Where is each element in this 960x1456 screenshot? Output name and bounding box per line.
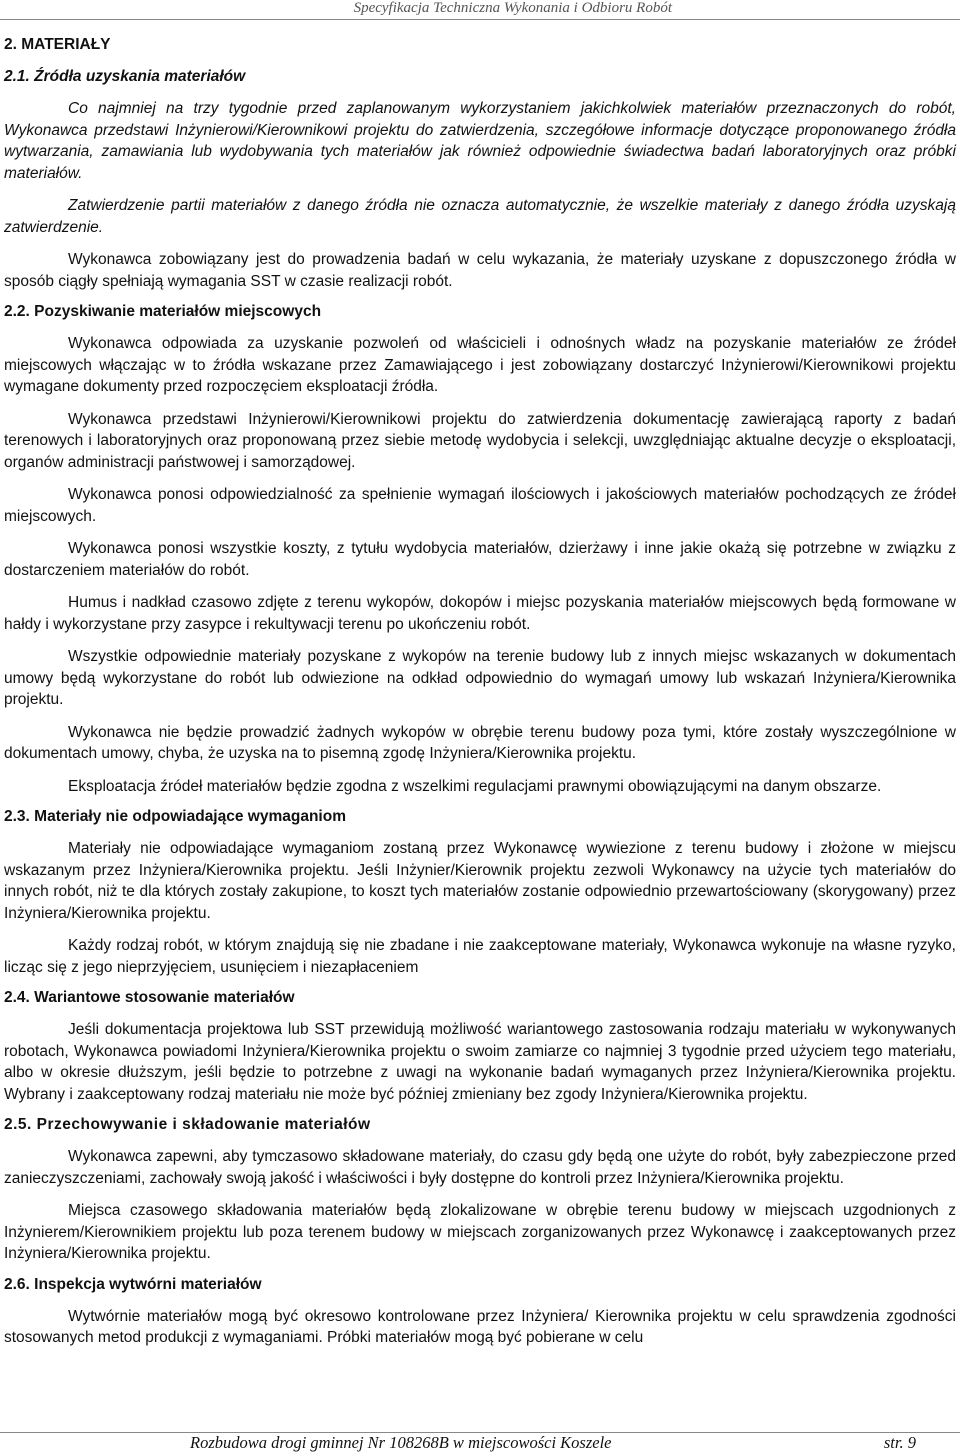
paragraph: Miejsca czasowego składowania materiałów będą zlokalizowane w obrębie terenu budowy w miejscach uzgodnionych z Inżynierem/Kierownikiem projektu lub poza terenem budowy w miejscach zorganizowanych przez Wykonawcę i zaakceptowanych przez Inżyniera/Kierownika projektu.: [4, 1202, 956, 1262]
paragraph: Eksploatacja źródeł materiałów będzie zgodna z wszelkimi regulacjami prawnymi obowiązującymi na danym obszarze.: [68, 777, 882, 795]
paragraph: Wykonawca zapewni, aby tymczasowo składowane materiały, do czasu gdy będą one użyte do robót, były zabezpieczone przed zanieczyszczeniami, zachowały swoją jakość i właściwości i były dostępne do kontroli przez Inżyniera/Kierownika projektu.: [4, 1148, 956, 1187]
section-heading: 2.1. Źródła uzyskania materiałów: [4, 68, 246, 85]
page-number: str. 9: [883, 1433, 916, 1452]
section-heading: 2.2. Pozyskiwanie materiałów miejscowych: [4, 303, 322, 320]
page-footer: [190, 1433, 916, 1453]
section-heading: 2.6. Inspekcja wytwórni materiałów: [4, 1275, 262, 1293]
header-rule: [0, 19, 960, 20]
paragraph: Materiały nie odpowiadające wymaganiom zostaną przez Wykonawcę wywiezione z terenu budowy i złożone w miejscu wskazanym przez Inżyniera/Kierownika projektu. Jeśli Inżynier/Kierownik projektu zezwoli Wykonawcy na użycie tych materiałów do innych robót, niż te dla których zostały zakupione, to koszt tych materiałów zostanie odpowiednio przewartościowany (skorygowany) przez Inżyniera/Kierownika projektu.: [4, 840, 956, 922]
footer-project-title: Rozbudowa drogi gminnej Nr 108268B w miejscowości Koszele: [190, 1433, 612, 1452]
paragraph: Humus i nadkład czasowo zdjęte z terenu wykopów, dokopów i miejsc pozyskania materiałów miejscowych będą formowane w hałdy i wykorzystane przy zasypce i rekultywacji terenu po ukończeniu robót.: [4, 594, 956, 633]
paragraph: Wykonawca ponosi odpowiedzialność za spełnienie wymagań ilościowych i jakościowych materiałów pochodzących ze źródeł miejscowych.: [4, 486, 956, 525]
paragraph: Jeśli dokumentacja projektowa lub SST przewidują możliwość wariantowego zastosowania rodzaju materiału w wykonywanych robotach, Wykonawca powiadomi Inżyniera/Kierownika projektu o swoim zamiarze co najmniej 3 tygodnie przed użyciem tego materiału, albo w okresie dłuższym, jeśli będzie to potrzebne z uwagi na wykonanie badań wymaganych przez Inżyniera/Kierownika projektu. Wybrany i zaakceptowany rodzaj materiału nie może być później zmieniany bez zgody Inżyniera/Kierownika projektu.: [4, 1021, 956, 1103]
section-heading: 2. MATERIAŁY: [4, 36, 111, 53]
section-heading: 2.3. Materiały nie odpowiadające wymaganiom: [4, 808, 346, 825]
paragraph: Wszystkie odpowiednie materiały pozyskane z wykopów na terenie budowy lub z innych miejsc wskazanych w dokumentach umowy będą wykorzystane do robót lub odwiezione na odkład odpowiednio do wymagań umowy lub wskazań Inżyniera/Kierownika projektu.: [4, 648, 956, 708]
paragraph: Co najmniej na trzy tygodnie przed zaplanowanym wykorzystaniem jakichkolwiek materiałów przeznaczonych do robót, Wykonawca przedstawi Inżynierowi/Kierownikowi projektu do zatwierdzenia, szczegółowe informacje dotyczące proponowanego źródła wytwarzania, zamawiania lub wydobywania tych materiałów jak również odpowiednie świadectwa badań laboratoryjnych oraz próbki materiałów.: [4, 100, 956, 182]
running-header: Specyfikacja Techniczna Wykonania i Odbioru Robót: [353, 0, 672, 16]
paragraph: Wykonawca przedstawi Inżynierowi/Kierownikowi projektu do zatwierdzenia dokumentację zawierającą raporty z badań terenowych i laboratoryjnych oraz proponowaną przez siebie metodę wydobycia i selekcji, uwzględniając aktualne decyzje o eksploatacji, organów administracji państwowej i samorządowej.: [4, 410, 956, 471]
paragraph: Wykonawca odpowiada za uzyskanie pozwoleń od właścicieli i odnośnych władz na pozyskanie materiałów ze źródeł miejscowych włączając w to źródła wskazane przez Zamawiającego i jest zobowiązany dostarczyć Inżynierowi/Kierownikowi projektu wymagane dokumenty przed rozpoczęciem eksploatacji źródła.: [4, 335, 956, 395]
paragraph: Wytwórnie materiałów mogą być okresowo kontrolowane przez Inżyniera/ Kierownika projektu w celu sprawdzenia zgodności stosowanych metod produkcji z wymaganiami. Próbki materiałów mogą być pobierane w celu: [4, 1307, 956, 1346]
paragraph: Zatwierdzenie partii materiałów z danego źródła nie oznacza automatycznie, że wszelkie materiały z danego źródła uzyskają zatwierdzenie.: [4, 197, 956, 236]
paragraph: Wykonawca ponosi wszystkie koszty, z tytułu wydobycia materiałów, dzierżawy i inne jakie okażą się potrzebne w związku z dostarczeniem materiałów do robót.: [4, 540, 956, 579]
paragraph: Każdy rodzaj robót, w którym znajdują się nie zbadane i nie zaakceptowane materiały, Wykonawca wykonuje na własne ryzyko, licząc się z jego nieprzyjęciem, usunięciem i niezapłaceniem: [4, 937, 956, 976]
section-heading: 2.4. Wariantowe stosowanie materiałów: [4, 989, 295, 1006]
paragraph: Wykonawca zobowiązany jest do prowadzenia badań w celu wykazania, że materiały uzyskane z dopuszczonego źródła w sposób ciągły spełniają wymagania SST w czasie realizacji robót.: [4, 251, 956, 290]
section-heading: 2.5. Przechowywanie i składowanie materiałów: [4, 1116, 371, 1133]
document-body: [4, 32, 956, 1360]
paragraph: Wykonawca nie będzie prowadzić żadnych wykopów w obrębie terenu budowy poza tymi, które zostały wyszczególnione w dokumentach umowy, chyba, że uzyska na to pisemną zgodę Inżyniera/Kierownika projektu.: [4, 723, 956, 762]
